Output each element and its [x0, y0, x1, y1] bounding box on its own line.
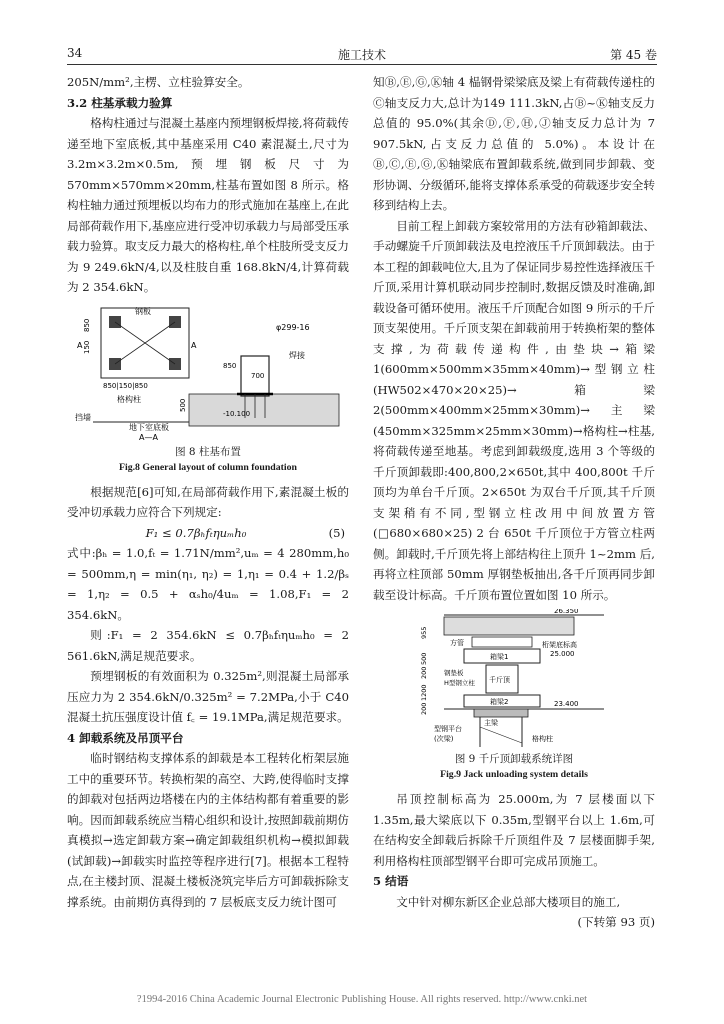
formula-5-body: F₁ ≤ 0.7βₕfₜηuₘh₀	[145, 525, 247, 540]
platform-label: 型钢平台	[434, 725, 462, 733]
intro-paragraph: 205N/mm²,主楞、立柱验算安全。	[67, 75, 250, 89]
plate-label: 钢板	[135, 306, 151, 316]
check-paragraph: 则:F₁ = 2 354.6kN ≤ 0.7βₕfₜηuₘh₀ = 2 561.6kN,满足规范要求。	[67, 628, 349, 663]
lattice-label: 格构柱	[117, 394, 141, 404]
dim-500: 500	[179, 398, 187, 412]
journal-name: 施工技术	[337, 48, 386, 62]
figure-8-caption-zh: 图 8 柱基布置	[175, 445, 241, 458]
bearing-paragraph: 预埋钢板的有效面积为 0.325m²,则混凝土局部承压应力为 2 354.6kN/0.325m² = 7.2MPa,小于 C40 混凝土抗压强度设计值 f꜀ = 19.1MPa,满足规范要求。	[67, 669, 349, 724]
figure-8-caption-en: Fig.8 General layout of column foundation	[119, 461, 297, 473]
dim-700: 700	[251, 371, 265, 380]
dim-b: 200	[420, 666, 428, 679]
concrete-base	[189, 394, 339, 426]
conclusion-paragraph: 文中针对柳东新区企业总部大楼项目的施工,	[396, 894, 621, 909]
section-5-heading: 5 结语	[373, 874, 409, 888]
weld-label: 焊接	[289, 350, 305, 360]
section-mark-a: A	[191, 340, 197, 350]
truss-elevation: 25.000	[550, 650, 575, 658]
right-column	[373, 72, 655, 933]
column-foundation-drawing	[73, 302, 343, 442]
plan-dims: 850|150|850	[103, 381, 148, 390]
dim-850-section: 850	[223, 361, 237, 370]
secondary-beam-label: (次梁)	[434, 735, 454, 743]
formula-5-number: (5)	[328, 525, 345, 540]
box-beam-1-label: 箱梁1	[490, 653, 509, 661]
square-tube	[472, 637, 532, 647]
truss-chord	[444, 617, 574, 635]
figure-9	[373, 609, 655, 749]
jack-unloading-drawing	[414, 609, 614, 749]
section-mark-a: A	[77, 340, 83, 350]
lattice-label: 格构柱	[532, 735, 553, 743]
continued-note: (下转第 93 页)	[577, 915, 655, 929]
page-number: 34	[67, 46, 83, 60]
top-elevation: 26.350	[554, 609, 579, 615]
column-foundation-paragraph: 格构柱通过与混凝土基座内预埋钢板焊接,将荷载传递至地下室底板,其中基座采用 C40 素混凝土,尺寸为 3.2m×3.2m×0.5m,预埋钢板尺寸为 570mm×570mm×20mm,柱基布置如图 8 所示。格构柱轴力通过预埋板以均布力的形式施加在基座上,在此局部荷载作用下,基座应进行受冲切承载力与局部受压承载力验算。取支反力最大的格构柱,单个柱肢所受支反力为 9 249.6kN/4,以及柱肢自重 168.8kN/4,计算荷载为 2 354.6kN。	[67, 116, 349, 294]
section-label: A—A	[139, 432, 158, 442]
left-column	[67, 72, 349, 912]
section-3-2-heading: 3.2 柱基承载力验算	[67, 95, 173, 110]
wall-label: 挡墙	[75, 412, 91, 422]
formula-5	[67, 523, 349, 544]
dim-150: 150	[83, 340, 91, 354]
dim-a: 500	[420, 652, 428, 665]
figure-9-caption-zh: 图 9 千斤顶卸载系统详图	[454, 753, 574, 765]
jack-label: 千斤顶	[489, 676, 510, 684]
section-4-heading: 4 卸载系统及吊顶平台	[67, 730, 184, 745]
copyright-footer: ?1994-2016 China Academic Journal Electronic Publishing House. All rights reserved. http://www.cnki.net	[136, 994, 588, 1005]
steel-pad-label: 钢垫板	[444, 669, 464, 677]
unloading-method-paragraph: 目前工程上卸载方案较常用的方法有砂箱卸载法、手动螺旋千斤顶卸载法及电控液压千斤顶卸载法。由于本工程的卸载吨位大,且为了保证同步易控性选择液压千斤顶,采用计算机联动同步控制时,数据反馈及时准确,卸载设备可循环使用。液压千斤顶配合如图 9 所示的千斤顶支架使用。千斤顶支架在卸载前用于转换桁架的整体支撑,为荷载传递构件,由垫块→箱梁 1(600mm×500mm×35mm×40mm)→型钢立柱(HW502×470×20×25)→箱梁 2(500mm×400mm×25mm×30mm)→主梁(450mm×325mm×25mm×30mm)→格构柱→柱基,将荷载传递至地基。考虑到卸载级度,选用 3 个等级的千斤顶卸载即:400,800,2×650t,其中 400,800t 千斤顶均为单台千斤顶。2×650t 为双台千斤顶,其千斤顶支架稍有不同,型钢立柱改用中间放置方管(□680×680×25) 2 台 650t 千斤顶位于方管立柱两侧。卸载时,千斤顶先将上部结构往上顶升 1~2mm 后,再将立柱顶部 50mm 厚钢垫板抽出,各千斤顶再同步卸载至设计标高。千斤顶布置位置如图 10 所示。	[373, 218, 655, 602]
elevation-label: -10.100	[223, 409, 251, 418]
running-header	[67, 40, 657, 65]
ceiling-paragraph: 吊顶控制标高为 25.000m,为 7 层楼面以下 1.35m,最大梁底以下 0.35m,型钢平台以上 1.6m,可在结构安全卸载后拆除千斤顶组件及 7 层楼面脚手架,利用格构柱顶部型钢平台即可完成吊顶施工。	[373, 792, 655, 868]
dim-d: 200	[420, 702, 428, 715]
unloading-paragraph: 临时钢结构支撑体系的卸载是本工程转化桁架层施工中的重要环节。转换桁架的高空、大跨,使得临时支撑的卸载对包括两边塔楼在内的主体结构都有着重要的影响。因而卸载系统应当精心组织和设计,按照卸载前期仿真模拟→选定卸载方案→确定卸载组织机构→模拟卸载(试卸载)→卸载实时监控等程序进行[7]。根据本工程特点,在主楼封顶、混凝土楼板浇筑完毕后方可卸载拆除支撑系统。由前期仿真得到的 7 层板底支反力统计图可	[67, 751, 349, 909]
platform-elevation: 23.400	[554, 700, 579, 708]
main-beam-label: 主梁	[484, 719, 498, 727]
code-reference-paragraph: 根据规范[6]可知,在局部荷载作用下,素混凝土板的受冲切承载力应符合下列规定:	[67, 484, 349, 519]
figure-8	[67, 302, 349, 442]
variables-paragraph: 式中:βₕ = 1.0,fₜ = 1.71N/mm²,uₘ = 4 280mm,h₀ = 500mm,η = min(η₁, η₂) = 1,η₁ = 0.4 + 1.2/βₛ = 1,η₂ = 0.5 + αₛh₀/4uₘ = 1.08,F₁ = 2 354.6kN。	[67, 546, 349, 622]
dim-c: 1200	[420, 684, 428, 701]
h-column-label: H型钢立柱	[444, 679, 475, 687]
main-beam	[474, 709, 528, 717]
figure-9-caption-en: Fig.9 Jack unloading system details	[440, 769, 588, 780]
truss-elev-label: 桁架底标高	[542, 641, 577, 649]
dim-850: 850	[83, 318, 91, 332]
volume-label: 第 45 卷	[610, 48, 657, 62]
base-slab-label: 地下室底板	[129, 422, 169, 432]
box-beam-2-label: 箱梁2	[490, 698, 509, 706]
rebar-label: φ299-16	[276, 322, 310, 332]
support-reaction-paragraph: 知Ⓑ,Ⓔ,Ⓖ,Ⓚ轴 4 榀钢骨梁梁底及梁上有荷载传递柱的Ⓒ轴支反力大,总计为149 111.3kN,占Ⓑ~Ⓚ轴支反力总值的 95.0%(其余Ⓓ,Ⓕ,Ⓗ,Ⓙ轴支反力总计为 7 907.5kN,占支反力总值的 5.0%)。本设计在Ⓑ,Ⓒ,Ⓔ,Ⓖ,Ⓚ轴梁底布置卸载系统,做到同步卸载、变形协调、分级循环,能将支撑体系承受的荷载逐步安全转移到结构上去。	[373, 75, 655, 212]
lattice-brace	[480, 727, 522, 743]
square-tube-label: 方管	[450, 639, 464, 647]
dim-955: 955	[420, 626, 428, 639]
